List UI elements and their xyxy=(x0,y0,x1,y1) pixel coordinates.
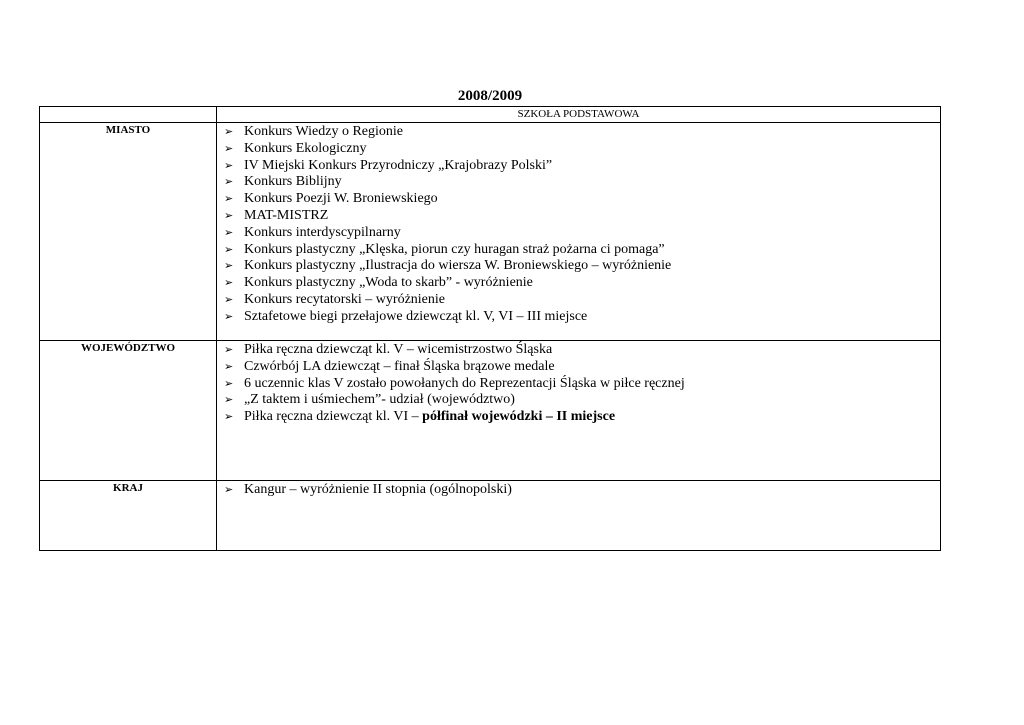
row-kraj xyxy=(40,481,941,551)
arrowhead-bullet-icon: ➢ xyxy=(224,158,234,172)
list-item: ➢ Konkurs recytatorski – wyróżnienie xyxy=(224,291,445,307)
level-label-kraj: KRAJ xyxy=(40,481,217,551)
arrowhead-bullet-icon: ➢ xyxy=(224,259,234,273)
list-item: ➢ MAT-MISTRZ xyxy=(224,207,329,223)
header-empty-cell xyxy=(40,107,217,123)
table-header-row xyxy=(40,107,941,123)
arrowhead-bullet-icon: ➢ xyxy=(224,225,234,239)
page-title: 2008/2009 xyxy=(457,88,523,104)
list-item: ➢ Konkurs Ekologiczny xyxy=(224,140,367,156)
level-label-wojewodztwo: WOJEWÓDZTWO xyxy=(40,341,217,481)
list-item: ➢ IV Miejski Konkurs Przyrodniczy „Krajobrazy Polski” xyxy=(224,157,553,173)
list-item: ➢ Konkurs Biblijny xyxy=(224,174,342,190)
achievements-list-miasto xyxy=(217,123,940,326)
level-label-miasto: MIASTO xyxy=(40,123,217,341)
list-item: ➢ Piłka ręczna dziewcząt kl. VI – półfinał wojewódzki – II miejsce xyxy=(224,409,616,425)
list-item: ➢ Konkurs plastyczny „Woda to skarb” - wyróżnienie xyxy=(224,275,533,291)
list-item: ➢ Kangur – wyróżnienie II stopnia (ogólnopolski) xyxy=(224,482,512,497)
arrowhead-bullet-icon: ➢ xyxy=(224,125,234,138)
row-miasto xyxy=(40,123,941,341)
arrowhead-bullet-icon: ➢ xyxy=(224,376,234,390)
list-item: ➢ 6 uczennic klas V zostało powołanych do Reprezentacji Śląska w piłce ręcznej xyxy=(224,375,685,391)
arrowhead-bullet-icon: ➢ xyxy=(224,276,234,290)
achievements-cell-miasto xyxy=(217,123,941,341)
achievements-list-kraj xyxy=(217,481,940,499)
arrowhead-bullet-icon: ➢ xyxy=(224,175,234,189)
arrowhead-bullet-icon: ➢ xyxy=(224,483,234,496)
arrowhead-bullet-icon: ➢ xyxy=(224,309,234,323)
arrowhead-bullet-icon: ➢ xyxy=(224,359,234,373)
arrowhead-bullet-icon: ➢ xyxy=(224,343,234,356)
results-table xyxy=(39,106,941,551)
list-item: ➢ Konkurs interdyscypilnarny xyxy=(224,224,401,240)
list-item: ➢ Konkurs Wiedzy o Regionie xyxy=(224,124,403,139)
arrowhead-bullet-icon: ➢ xyxy=(224,410,234,424)
arrowhead-bullet-icon: ➢ xyxy=(224,292,234,306)
achievements-list-wojewodztwo xyxy=(217,341,940,426)
list-item: ➢ „Z taktem i uśmiechem”- udział (województwo) xyxy=(224,392,515,408)
arrowhead-bullet-icon: ➢ xyxy=(224,192,234,206)
achievements-cell-wojewodztwo xyxy=(217,341,941,481)
list-item: ➢ Konkurs plastyczny „Ilustracja do wiersza W. Broniewskiego – wyróżnienie xyxy=(224,258,672,274)
school-header: SZKOŁA PODSTAWOWA xyxy=(217,107,941,123)
list-item: ➢ Konkurs plastyczny „Klęska, piorun czy huragan straż pożarna ci pomaga” xyxy=(224,241,665,257)
arrowhead-bullet-icon: ➢ xyxy=(224,393,234,407)
list-item: ➢ Konkurs Poezji W. Broniewskiego xyxy=(224,191,438,207)
arrowhead-bullet-icon: ➢ xyxy=(224,242,234,256)
list-item: ➢ Piłka ręczna dziewcząt kl. V – wicemistrzostwo Śląska xyxy=(224,342,553,357)
highlighted-result: półfinał wojewódzki – II miejsce xyxy=(422,409,616,425)
list-item: ➢ Czwórbój LA dziewcząt – finał Śląska brązowe medale xyxy=(224,358,555,374)
list-item: ➢ Sztafetowe biegi przełajowe dziewcząt kl. V, VI – III miejsce xyxy=(224,308,588,324)
achievements-cell-kraj xyxy=(217,481,941,551)
row-wojewodztwo xyxy=(40,341,941,481)
arrowhead-bullet-icon: ➢ xyxy=(224,208,234,222)
arrowhead-bullet-icon: ➢ xyxy=(224,141,234,155)
